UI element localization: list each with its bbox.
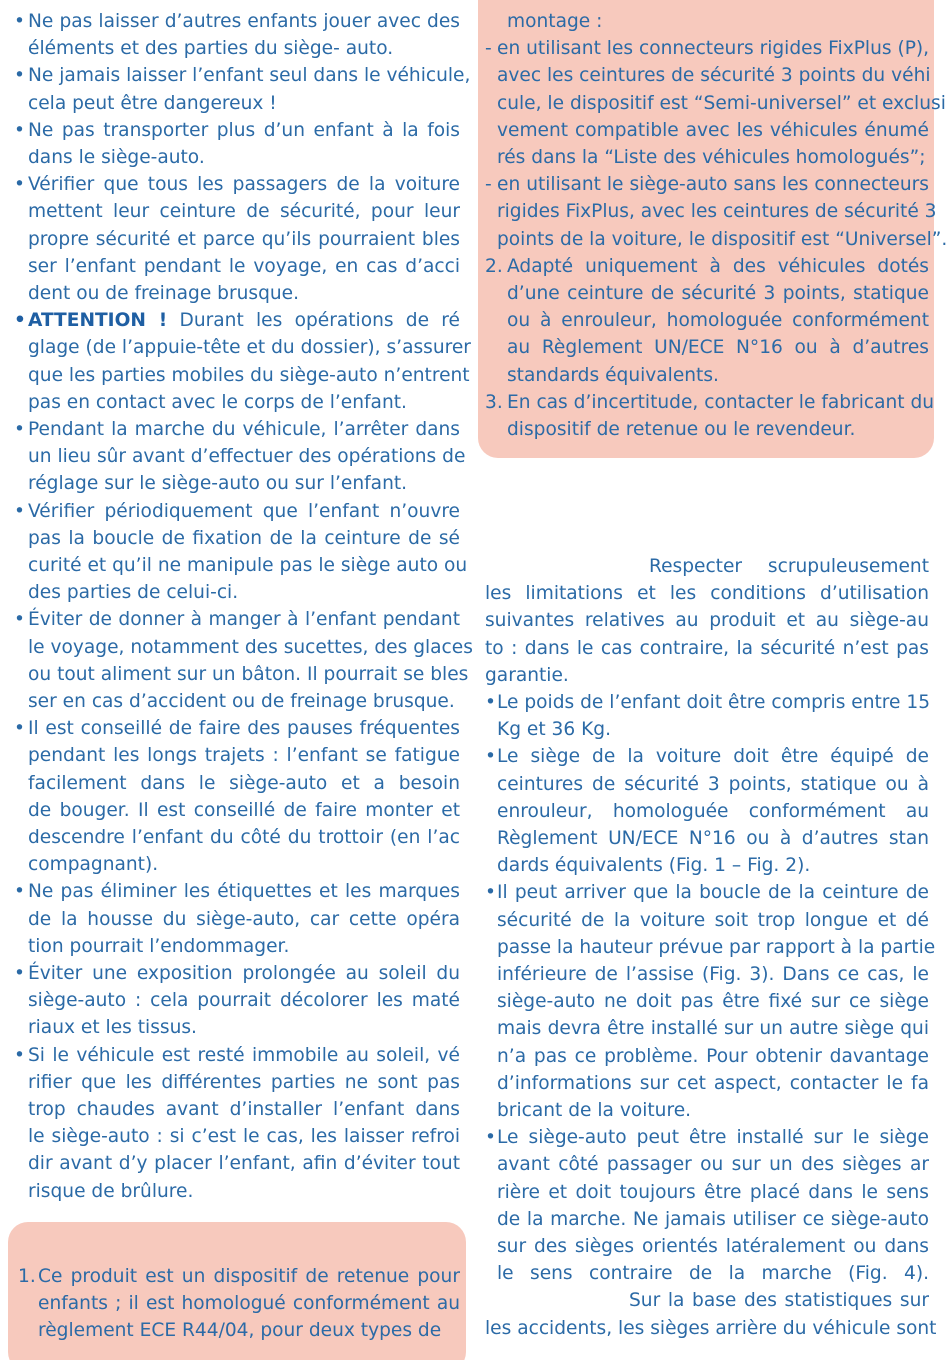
right-box-text-line	[483, 8, 929, 35]
left-text-line	[14, 1069, 460, 1096]
left-text-line	[14, 253, 460, 280]
line-text: Kg et 36 Kg.	[497, 719, 612, 741]
line-text: de la housse du siège-auto, car cette opéra	[28, 908, 460, 930]
line-text: avec les ceintures de sécurité 3 points du véhi	[497, 65, 931, 87]
right-text-line	[483, 1287, 929, 1314]
line-text: les limitations et les conditions d’utilisation	[485, 583, 929, 605]
left-text-line	[14, 62, 471, 89]
right-text-line	[483, 1124, 929, 1151]
right-box-text-line	[483, 226, 948, 253]
line-text: de bouger. Il est conseillé de faire monter et	[28, 799, 460, 821]
line-text: sur des sièges orientés latéralement ou dans	[497, 1236, 929, 1257]
left-text-line	[14, 470, 460, 497]
right-box-text-line	[483, 90, 946, 117]
line-text: pendant les longs trajets : l’enfant se fatigue	[28, 745, 460, 767]
bullet: •	[14, 65, 25, 87]
line-text: standards équivalents.	[507, 364, 719, 386]
line-text: ser l’enfant pendant le voyage, en cas d’acci	[28, 255, 460, 277]
line-text: descendre l’enfant du côté du trottoir (en l’ac	[28, 827, 460, 848]
line-text: Pendant la marche du véhicule, l’arrêter dans	[28, 419, 460, 440]
right-box-text-line	[483, 171, 929, 198]
line-text: siège-auto ne doit pas être fixé sur ce siège	[497, 991, 929, 1013]
left-text-line	[14, 1178, 460, 1205]
line-text: glage (de l’appuie-tête et du dossier), s’assurer	[28, 337, 471, 359]
left-text-line	[14, 688, 460, 715]
line-text: Ne pas laisser d’autres enfants jouer avec des	[28, 11, 460, 32]
line-text: Il est conseillé de faire des pauses fréquentes	[28, 718, 460, 740]
attention-label: ATTENTION !	[28, 310, 168, 332]
right-text-line	[483, 743, 929, 770]
right-box-text-line	[483, 253, 929, 280]
right-text-line	[483, 1070, 929, 1097]
line-text: enfants ; il est homologué conformément au	[38, 1293, 460, 1315]
line-text: rifier que les différentes parties ne sont pas	[28, 1071, 460, 1093]
right-text-line	[483, 1206, 929, 1233]
line-text: curité et qu’il ne manipule pas le siège auto ou	[28, 555, 468, 576]
right-box-text-line	[483, 144, 929, 171]
right-text-line	[483, 580, 929, 607]
line-text: compagnant).	[28, 854, 159, 876]
right-text-line	[483, 1233, 929, 1260]
left-text-line	[14, 1096, 460, 1123]
left-text-line	[14, 797, 460, 824]
line-text: dispositif de retenue ou le revendeur.	[507, 419, 856, 440]
line-text: règlement ECE R44/04, pour deux types de	[38, 1320, 442, 1342]
line-text: Durant les opérations de ré	[167, 310, 460, 332]
line-text: dir avant d’y placer l’enfant, afin d’éviter tout	[28, 1153, 460, 1175]
right-text-line	[483, 1015, 929, 1042]
left-text-line	[14, 606, 460, 633]
line-text: risque de brûlure.	[28, 1180, 194, 1202]
left-text-line	[14, 1123, 460, 1150]
line-text: un lieu sûr avant d’effectuer des opérations de	[28, 446, 466, 468]
bullet: •	[14, 310, 26, 332]
line-text: réglage sur le siège-auto ou sur l’enfant.	[28, 473, 408, 495]
right-text-line	[483, 1179, 929, 1206]
line-text: d’informations sur cet aspect, contacter le fa	[497, 1072, 929, 1094]
line-text: Adapté uniquement à des véhicules dotés	[507, 255, 929, 277]
right-box-text-line	[483, 117, 929, 144]
left-text-line	[14, 144, 460, 171]
line-text: le sens contraire de la marche (Fig. 4).	[497, 1263, 929, 1285]
right-text-line	[483, 716, 929, 743]
list-marker: -	[485, 174, 492, 196]
left-text-line	[14, 389, 460, 416]
left-text-line	[14, 851, 460, 878]
right-text-line	[483, 907, 929, 934]
left-box-text-line	[14, 1317, 460, 1344]
left-text-line	[14, 198, 460, 225]
right-text-line	[483, 553, 929, 580]
left-text-line	[14, 35, 460, 62]
left-text-line	[14, 987, 460, 1014]
right-text-line	[483, 988, 929, 1015]
right-text-line	[483, 771, 929, 798]
right-box-text-line	[483, 416, 929, 443]
line-text: que les parties mobiles du siège-auto n’entrent	[28, 364, 470, 386]
bullet: •	[14, 174, 25, 196]
right-text-line	[483, 1151, 929, 1178]
line-text: sécurité de la voiture soit trop longue et dé	[497, 909, 929, 931]
line-text: trop chaudes avant d’installer l’enfant dans	[28, 1099, 460, 1120]
right-box-text-line	[483, 362, 929, 389]
line-text: siège-auto : cela pourrait décolorer les maté	[28, 990, 460, 1012]
left-text-line	[14, 362, 470, 389]
line-text: rigides FixPlus, avec les ceintures de sécurité 3	[497, 201, 937, 223]
left-text-line	[14, 933, 460, 960]
left-text-line	[14, 443, 466, 470]
left-text-line	[14, 334, 471, 361]
left-text-line	[14, 117, 460, 144]
line-text: rés dans la “Liste des véhicules homologués”;	[497, 147, 926, 168]
right-text-line	[483, 1097, 929, 1124]
line-text: éléments et des parties du siège- auto.	[28, 38, 394, 60]
bullet: •	[14, 1044, 25, 1066]
left-text-line	[14, 1014, 460, 1041]
right-text-line	[483, 662, 929, 689]
line-text: to : dans le cas contraire, la sécurité n’est pas	[485, 637, 929, 659]
line-text: tion pourrait l’endommager.	[28, 935, 290, 957]
line-text: Il peut arriver que la boucle de la ceinture de	[497, 882, 929, 904]
list-marker: 1.	[18, 1266, 36, 1287]
line-text: en utilisant le siège-auto sans les connecteurs	[497, 174, 929, 196]
line-text: Si le véhicule est resté immobile au soleil, vé	[28, 1044, 460, 1066]
bullet: •	[14, 119, 25, 141]
line-text: rière et doit toujours être placé dans le sens	[497, 1181, 929, 1203]
line-text: Règlement UN/ECE N°16 ou à d’autres stan	[497, 828, 929, 849]
right-box-text-line	[483, 334, 929, 361]
line-text: Vérifier périodiquement que l’enfant n’ouvre	[28, 500, 460, 522]
left-box-text-line	[14, 1263, 460, 1290]
left-text-line	[14, 90, 460, 117]
left-text-line	[14, 770, 460, 797]
bullet: •	[14, 500, 25, 522]
right-text-line	[483, 1315, 937, 1342]
line-text: dans le siège-auto.	[28, 147, 205, 168]
right-text-line	[483, 689, 929, 716]
right-text-line	[483, 934, 936, 961]
right-box-text-line	[483, 35, 929, 62]
line-text: propre sécurité et parce qu’ils pourraient bles	[28, 228, 460, 250]
left-text-line	[14, 661, 469, 688]
line-text: Le siège de la voiture doit être équipé de	[497, 746, 929, 768]
left-text-line	[14, 552, 468, 579]
line-text: points de la voiture, le dispositif est “Universel”.	[497, 228, 948, 250]
left-text-line	[14, 1150, 460, 1177]
line-text: les accidents, les sièges arrière du véhicule sont	[485, 1317, 937, 1339]
line-text: En cas d’incertitude, contacter le fabricant du	[507, 391, 935, 413]
line-text: garantie.	[485, 664, 569, 686]
left-text-line	[14, 878, 460, 905]
line-text: avant côté passager ou sur un des sièges ar	[497, 1154, 929, 1176]
line-text: en utilisant les connecteurs rigides FixPlus (P),	[497, 38, 930, 60]
line-text: de la marche. Ne jamais utiliser ce siège-auto	[497, 1208, 929, 1230]
line-text: passe la hauteur prévue par rapport à la partie	[497, 936, 936, 958]
line-text: Éviter de donner à manger à l’enfant pendant	[28, 609, 460, 631]
line-text: Éviter une exposition prolongée au soleil du	[28, 963, 460, 984]
left-text-line	[14, 525, 460, 552]
line-text: pas la boucle de fixation de la ceinture de sé	[28, 527, 460, 549]
line-text: vement compatible avec les véhicules énumé	[497, 119, 929, 141]
line-text: dards équivalents (Fig. 1 – Fig. 2).	[497, 855, 811, 877]
left-text-line	[14, 579, 460, 606]
right-text-line	[483, 825, 929, 852]
left-text-line	[14, 824, 460, 851]
line-text: ceintures de sécurité 3 points, statique ou à	[497, 773, 929, 795]
line-text: inférieure de l’assise (Fig. 3). Dans ce cas, le	[497, 964, 929, 985]
line-text: Le siège-auto peut être installé sur le siège	[497, 1127, 929, 1149]
line-text: enrouleur, homologuée conformément au	[497, 800, 929, 822]
list-marker: -	[485, 38, 492, 60]
left-text-line	[14, 715, 460, 742]
right-box-text-line	[483, 389, 935, 416]
right-text-line	[483, 1260, 929, 1287]
right-column	[483, 0, 948, 1360]
left-box-text-line	[14, 1290, 460, 1317]
line-text: facilement dans le siège-auto et a besoin	[28, 772, 460, 794]
line-text: Sur la base des statistiques sur	[629, 1290, 929, 1312]
line-text: Ne jamais laisser l’enfant seul dans le véhicule,	[28, 65, 471, 87]
right-box-text-line	[483, 62, 929, 89]
bullet: •	[485, 692, 496, 713]
line-text: ser en cas d’accident ou de freinage brusque.	[28, 691, 455, 712]
line-text: des parties de celui-ci.	[28, 582, 239, 604]
right-text-line	[483, 1043, 929, 1070]
left-text-line	[14, 171, 460, 198]
list-marker: 3.	[485, 391, 503, 413]
bullet: •	[14, 718, 25, 740]
line-text: pas en contact avec le corps de l’enfant.	[28, 391, 407, 413]
line-text: d’une ceinture de sécurité 3 points, statique	[507, 283, 929, 304]
line-text: riaux et les tissus.	[28, 1017, 197, 1039]
right-text-line	[483, 879, 929, 906]
line-text: au Règlement UN/ECE N°16 ou à d’autres	[507, 337, 929, 359]
right-text-line	[483, 961, 929, 988]
right-box-text-line	[483, 307, 929, 334]
left-text-line	[14, 960, 460, 987]
left-column	[14, 0, 473, 1360]
left-text-line	[14, 1042, 460, 1069]
left-text-line	[14, 307, 460, 334]
list-marker: 2.	[485, 255, 503, 277]
left-text-line	[14, 742, 460, 769]
bullet: •	[14, 609, 25, 631]
line-text: Ne pas transporter plus d’un enfant à la fois	[28, 119, 460, 141]
line-text: Le poids de l’enfant doit être compris entre 15	[497, 692, 931, 713]
left-text-line	[14, 498, 460, 525]
right-text-line	[483, 607, 929, 634]
bullet: •	[485, 1127, 496, 1149]
bullet: •	[14, 11, 25, 32]
line-text: Ce produit est un dispositif de retenue pour	[38, 1266, 460, 1287]
bullet: •	[14, 963, 25, 984]
line-text: ou à enrouleur, homologuée conformément	[507, 310, 929, 332]
right-text-line	[483, 798, 929, 825]
bullet: •	[485, 746, 496, 768]
left-text-line	[14, 226, 460, 253]
line-text: montage :	[507, 11, 603, 32]
line-text: ou tout aliment sur un bâton. Il pourrait se bles	[28, 663, 469, 685]
line-text: mettent leur ceinture de sécurité, pour leur	[28, 201, 460, 223]
right-text-line	[483, 635, 929, 662]
left-text-line	[14, 416, 460, 443]
line-text: Ne pas éliminer les étiquettes et les marques	[28, 881, 460, 903]
bullet: •	[14, 419, 25, 440]
line-text: Respecter scrupuleusement	[649, 556, 929, 577]
line-text: bricant de la voiture.	[497, 1100, 692, 1121]
line-text: mais devra être installé sur un autre siège qui	[497, 1018, 929, 1040]
line-text: cela peut être dangereux !	[28, 92, 277, 114]
left-text-line	[14, 280, 460, 307]
left-text-line	[14, 8, 460, 35]
bullet: •	[485, 882, 496, 904]
line-text: le siège-auto : si c’est le cas, les laisser refroi	[28, 1126, 460, 1148]
right-box-text-line	[483, 198, 937, 225]
line-text: le voyage, notamment des sucettes, des glaces	[28, 636, 473, 658]
line-text: n’a pas ce problème. Pour obtenir davantage	[497, 1045, 929, 1067]
line-text: cule, le dispositif est “Semi-universel” et exclusi	[497, 92, 946, 114]
line-text: suivantes relatives au produit et au siège-au	[485, 610, 929, 632]
left-text-line	[14, 634, 473, 661]
right-text-line	[483, 852, 929, 879]
left-text-line	[14, 906, 460, 933]
right-box-text-line	[483, 280, 929, 307]
bullet: •	[14, 881, 25, 903]
line-text: Vérifier que tous les passagers de la voiture	[28, 174, 460, 196]
line-text: dent ou de freinage brusque.	[28, 283, 300, 304]
